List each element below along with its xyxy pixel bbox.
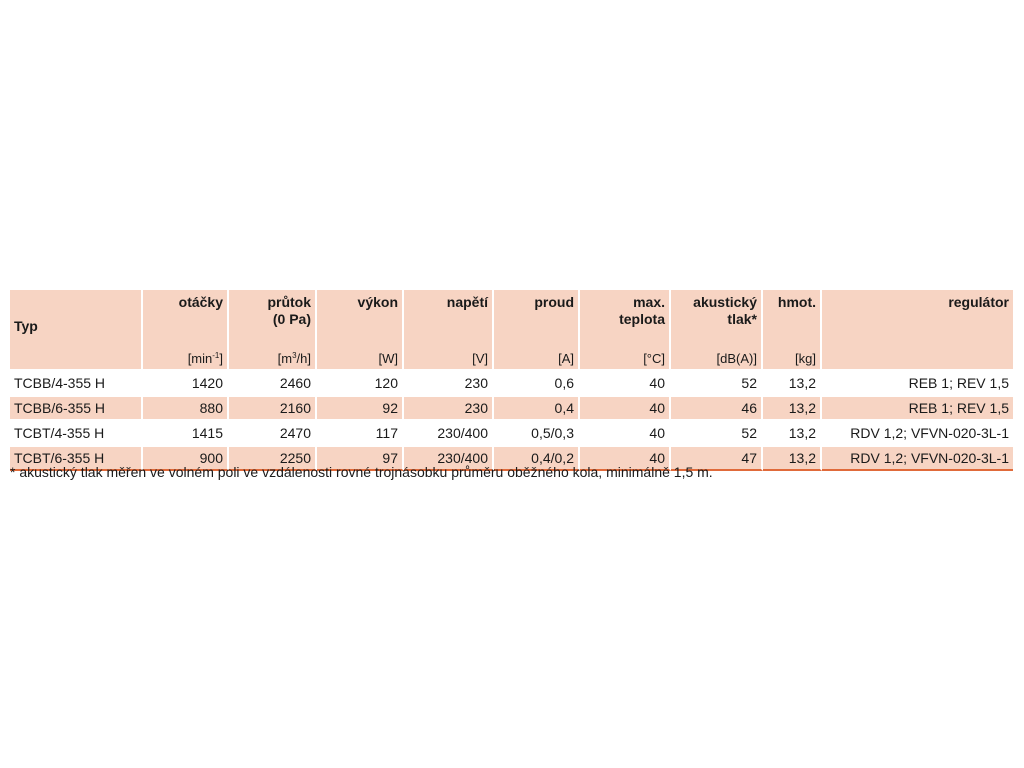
- cell-otacky: 880: [143, 397, 229, 422]
- cell-tlak: 52: [671, 422, 763, 447]
- table-row: [10, 372, 1013, 397]
- cell-hmot: 13,2: [763, 372, 822, 397]
- col-header-teplota: max. teplota: [580, 290, 671, 349]
- cell-regulator: REB 1; REV 1,5: [822, 397, 1013, 422]
- cell-prutok: 2160: [229, 397, 317, 422]
- unit-prutok: $[m^3/h]$: [229, 349, 317, 372]
- unit-tlak: [dB(A)]: [671, 349, 763, 372]
- cell-napeti: 230/400: [404, 422, 494, 447]
- cell-prutok: 2470: [229, 422, 317, 447]
- col-header-hmot: hmot.: [763, 290, 822, 349]
- cell-teplota: 40: [580, 447, 671, 471]
- cell-typ: TCBB/4-355 H: [10, 372, 143, 397]
- cell-typ: TCBT/4-355 H: [10, 422, 143, 447]
- cell-typ: TCBB/6-355 H: [10, 397, 143, 422]
- table-row: [10, 397, 1013, 422]
- cell-teplota: 40: [580, 397, 671, 422]
- col-header-prutok: průtok (0 Pa): [229, 290, 317, 349]
- cell-regulator: RDV 1,2; VFVN-020-3L-1: [822, 422, 1013, 447]
- unit-proud: [A]: [494, 349, 580, 372]
- unit-otacky: $[\min^{-1}]$: [143, 349, 229, 372]
- spec-table: [10, 290, 1013, 471]
- cell-typ: TCBT/6-355 H: [10, 447, 143, 471]
- unit-row: [10, 349, 1013, 372]
- col-header-napeti: napětí: [404, 290, 494, 349]
- cell-otacky: 900: [143, 447, 229, 471]
- cell-proud: 0,4: [494, 397, 580, 422]
- unit-regulator: [822, 349, 1013, 372]
- footnote: * akustický tlak měřen ve volném poli ve vzdálenosti rovné trojnásobku průměru oběžného kola, minimálně 1,5 m.: [10, 464, 713, 480]
- cell-tlak: 46: [671, 397, 763, 422]
- unit-napeti: [V]: [404, 349, 494, 372]
- cell-teplota: 40: [580, 422, 671, 447]
- cell-napeti: 230: [404, 397, 494, 422]
- cell-proud: 0,6: [494, 372, 580, 397]
- col-header-proud: proud: [494, 290, 580, 349]
- col-header-otacky: otáčky: [143, 290, 229, 349]
- cell-vykon: 92: [317, 397, 404, 422]
- cell-otacky: 1415: [143, 422, 229, 447]
- cell-hmot: 13,2: [763, 447, 822, 471]
- unit-hmot: [kg]: [763, 349, 822, 372]
- col-header-tlak: akustický tlak*: [671, 290, 763, 349]
- cell-regulator: REB 1; REV 1,5: [822, 372, 1013, 397]
- col-header-vykon: výkon: [317, 290, 404, 349]
- table-row: [10, 422, 1013, 447]
- cell-otacky: 1420: [143, 372, 229, 397]
- cell-tlak: 47: [671, 447, 763, 471]
- cell-tlak: 52: [671, 372, 763, 397]
- cell-teplota: 40: [580, 372, 671, 397]
- unit-teplota: [°C]: [580, 349, 671, 372]
- cell-napeti: 230/400: [404, 447, 494, 471]
- cell-proud: 0,5/0,3: [494, 422, 580, 447]
- col-header-regulator: regulátor: [822, 290, 1013, 349]
- unit-vykon: [W]: [317, 349, 404, 372]
- cell-vykon: 117: [317, 422, 404, 447]
- cell-proud: 0,4/0,2: [494, 447, 580, 471]
- header-row: [10, 290, 1013, 349]
- cell-vykon: 120: [317, 372, 404, 397]
- cell-vykon: 97: [317, 447, 404, 471]
- cell-regulator: RDV 1,2; VFVN-020-3L-1: [822, 447, 1013, 471]
- unit-typ: [10, 349, 143, 372]
- cell-hmot: 13,2: [763, 397, 822, 422]
- cell-hmot: 13,2: [763, 422, 822, 447]
- cell-prutok: 2250: [229, 447, 317, 471]
- cell-prutok: 2460: [229, 372, 317, 397]
- col-header-typ: Typ: [10, 290, 143, 349]
- cell-napeti: 230: [404, 372, 494, 397]
